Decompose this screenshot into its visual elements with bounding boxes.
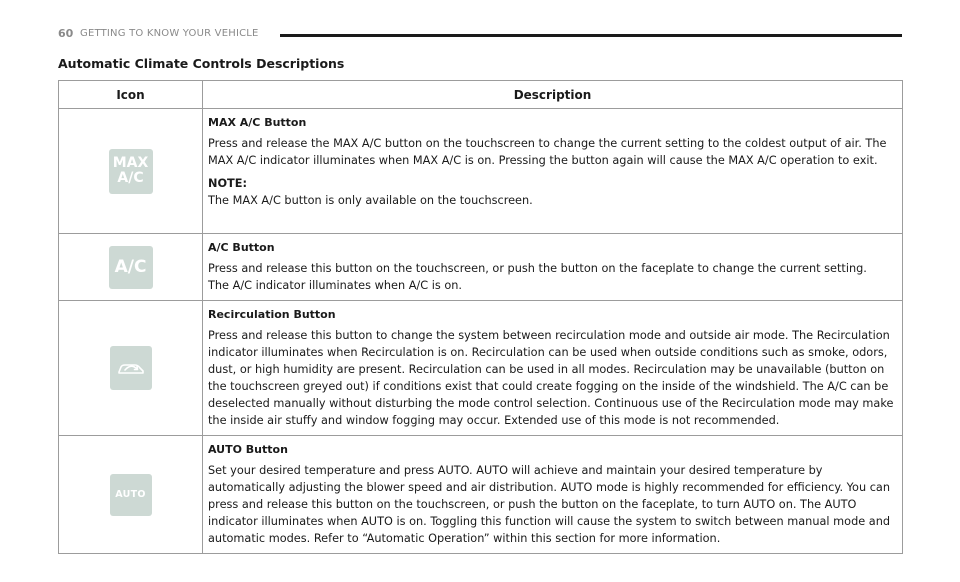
max-ac-icon-line1: MAX (112, 155, 149, 171)
column-header-description: Description (203, 81, 903, 109)
page-header (58, 27, 902, 43)
note-label: NOTE: (208, 177, 247, 190)
page-number: 60 (58, 27, 74, 40)
description-cell (203, 109, 903, 234)
auto-icon (110, 474, 152, 516)
description-cell (203, 234, 903, 301)
table-row-recirculation (59, 301, 903, 436)
item-title: AUTO Button (208, 443, 288, 456)
ac-icon-label: A/C (114, 257, 147, 277)
item-title: MAX A/C Button (208, 116, 307, 129)
icon-cell (59, 234, 203, 301)
ac-icon (109, 246, 153, 289)
max-ac-icon (109, 149, 153, 194)
page-heading: Automatic Climate Controls Descriptions (58, 56, 345, 71)
table-row-ac (59, 234, 903, 301)
item-text-line1: Press and release this button on the touchscreen, or push the button on the faceplate to change the current setting. (208, 262, 867, 275)
icon-cell (59, 436, 203, 554)
recirculation-car-arrow-glyph (116, 359, 146, 377)
recirculation-icon (110, 346, 152, 390)
item-title: Recirculation Button (208, 308, 336, 321)
table-row-max-ac (59, 109, 903, 234)
column-header-icon: Icon (59, 81, 203, 109)
description-cell (203, 301, 903, 436)
max-ac-icon-line2: A/C (117, 170, 144, 186)
item-text: Press and release this button to change the system between recirculation mode and outside air mode. The Recirculation indicator illuminates when Recirculation is on. Recirculation can be used when outside conditions such as smoke, odors, dust, or high humidity are present. Recirculation can be used in all modes. Recirculation may be unavailable (button on the touchscreen greyed out) if conditions exist that could create fogging on the inside of the windshield. The A/C can be deselected manually without disturbing the mode control selection. Continuous use of the Recirculation mode may make the inside air stuffy and window fogging may occur. Extended use of this mode is not recommended. (208, 329, 894, 427)
icon-cell (59, 301, 203, 436)
icon-cell (59, 109, 203, 234)
auto-icon-label: AUTO (115, 489, 146, 500)
item-text-line2: The A/C indicator illuminates when A/C is on. (208, 279, 462, 292)
section-title: GETTING TO KNOW YOUR VEHICLE (80, 28, 259, 39)
note-text: The MAX A/C button is only available on the touchscreen. (208, 194, 533, 207)
description-cell (203, 436, 903, 554)
table-row-auto (59, 436, 903, 554)
item-text: Set your desired temperature and press AUTO. AUTO will achieve and maintain your desired temperature by automatically adjusting the blower speed and air distribution. AUTO mode is highly recommended for efficiency. You can press and release this button on the touchscreen, or push the button on the faceplate, to turn AUTO on. The AUTO indicator illuminates when AUTO is on. Toggling this function will cause the system to switch between manual mode and automatic modes. Refer to “Automatic Operation” within this section for more information. (208, 464, 891, 545)
item-title: A/C Button (208, 241, 275, 254)
table-header-row (59, 81, 903, 109)
header-rule (280, 34, 902, 37)
climate-controls-table (58, 80, 903, 554)
item-text: Press and release the MAX A/C button on the touchscreen to change the current setting to the coldest output of air. The MAX A/C indicator illuminates when MAX A/C is on. Pressing the button again will cause the MAX A/C operation to exit. (208, 137, 887, 167)
